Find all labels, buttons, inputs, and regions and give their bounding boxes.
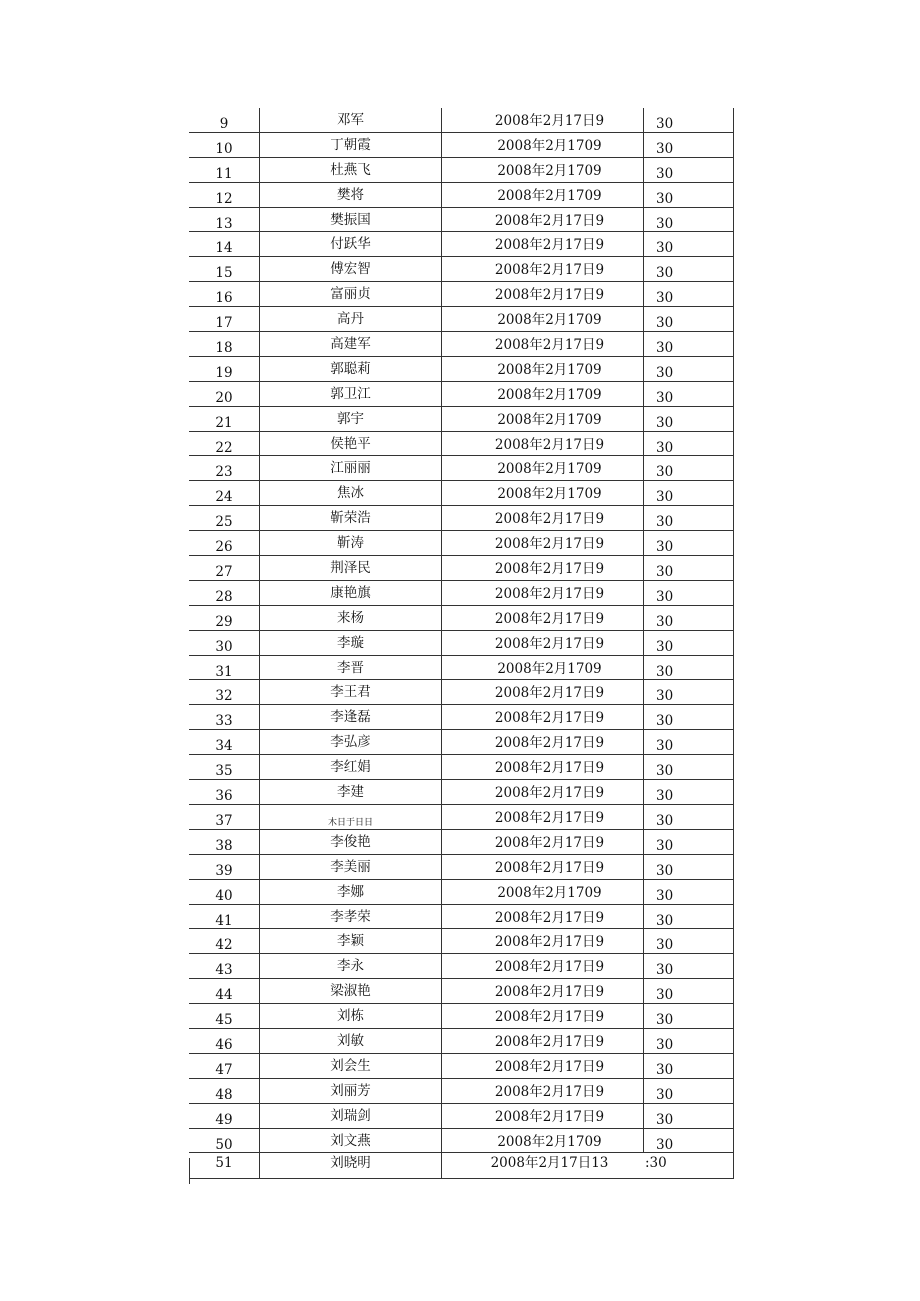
date-time: 2008年2月17日9 (441, 705, 643, 729)
row-number: 31 (215, 663, 233, 680)
row-number: 11 (215, 165, 233, 182)
person-name: 傅宏智 (259, 257, 441, 281)
right-border (733, 232, 734, 256)
value-cell: 30 (643, 730, 734, 754)
person-name: 侯艳平 (259, 432, 441, 456)
right-border (733, 158, 734, 182)
date-time: 2008年2月1709 (441, 382, 643, 406)
row-number: 10 (215, 140, 233, 157)
right-border (733, 183, 734, 207)
table-row (189, 133, 734, 158)
row-number: 12 (215, 190, 233, 207)
person-name: 刘栋 (259, 1004, 441, 1028)
right-border (733, 1029, 734, 1053)
table-row (189, 1104, 734, 1129)
table-row (189, 705, 734, 730)
value-cell: 30 (643, 332, 734, 356)
table-row (189, 357, 734, 382)
date-time: 2008年2月17日9 (441, 1079, 643, 1103)
table-row (189, 929, 734, 954)
table-row (189, 481, 734, 506)
date-time: 2008年2月17日9 (441, 432, 643, 456)
value-cell: 30 (643, 108, 734, 132)
right-border (733, 631, 734, 655)
person-name: 李弘彦 (259, 730, 441, 754)
table-row (189, 407, 734, 432)
person-name: 樊将 (259, 183, 441, 207)
right-border (733, 432, 734, 456)
date-time: 2008年2月17日9 (441, 282, 643, 306)
person-name: 靳涛 (259, 531, 441, 555)
date-time: 2008年2月1709 (441, 456, 643, 480)
person-name: 来杨 (259, 606, 441, 630)
right-border (733, 1004, 734, 1028)
value-cell: 30 (643, 1004, 734, 1028)
right-border (733, 1104, 734, 1128)
person-name: 刘敏 (259, 1029, 441, 1053)
row-number: 42 (215, 937, 233, 954)
table-row (189, 780, 734, 805)
value-cell: 30 (643, 357, 734, 381)
row-number: 34 (215, 738, 233, 755)
table-row (189, 556, 734, 581)
table-row (189, 979, 734, 1004)
value-cell: 30 (643, 1104, 734, 1128)
value-cell: 30 (643, 531, 734, 555)
person-name: 李逢磊 (259, 705, 441, 729)
date-time: 2008年2月17日9 (441, 232, 643, 256)
value-cell: 30 (643, 929, 734, 953)
person-name: 邓军 (259, 108, 441, 132)
right-border (733, 780, 734, 804)
table-row (189, 1029, 734, 1054)
table-row (189, 456, 734, 481)
value-cell: 30 (643, 556, 734, 580)
value-cell: 30 (643, 979, 734, 1003)
person-name: 李建 (259, 780, 441, 804)
date-time: 2008年2月17日9 (441, 531, 643, 555)
row-number: 25 (215, 514, 233, 531)
row-number: 35 (215, 763, 233, 780)
person-name: 李颖 (259, 929, 441, 953)
row-number: 28 (215, 588, 233, 605)
table-row (189, 382, 734, 407)
right-border (733, 456, 734, 480)
value-cell: 30 (643, 133, 734, 157)
value-cell: 30 (643, 606, 734, 630)
date-time: 2008年2月17日9 (441, 332, 643, 356)
right-border (733, 581, 734, 605)
row-number: 49 (215, 1111, 233, 1128)
row-number: 15 (215, 265, 233, 282)
table-row (189, 1079, 734, 1104)
value-cell: 30 (643, 855, 734, 879)
value-cell: 30 (643, 780, 734, 804)
table-row (189, 830, 734, 855)
attendance-table (189, 108, 734, 1179)
row-number: 48 (215, 1086, 233, 1103)
value-cell: 30 (643, 705, 734, 729)
right-border (733, 954, 734, 978)
value-cell: 30 (643, 432, 734, 456)
table-row (189, 257, 734, 282)
table-row (189, 282, 734, 307)
right-border (733, 1129, 734, 1153)
person-name: 付跃华 (259, 232, 441, 256)
right-border (733, 382, 734, 406)
value-cell: 30 (643, 307, 734, 331)
date-time: 2008年2月17日9 (441, 257, 643, 281)
table-left-border (189, 1158, 190, 1184)
value-cell: 30 (643, 805, 734, 829)
person-name: 高建军 (259, 332, 441, 356)
date-time: 2008年2月17日9 (441, 905, 643, 929)
right-border (733, 282, 734, 306)
table-body (189, 108, 734, 1179)
table-row (189, 606, 734, 631)
row-number: 21 (215, 414, 233, 431)
row-number: 9 (219, 116, 229, 132)
row-number: 30 (215, 638, 233, 655)
right-border (733, 680, 734, 704)
row-number: 33 (215, 713, 233, 730)
date-time: 2008年2月17日9 (441, 780, 643, 804)
row-number: 51 (215, 1155, 233, 1172)
table-row (189, 531, 734, 556)
right-border (733, 855, 734, 879)
person-name: 李永 (259, 954, 441, 978)
table-row (189, 581, 734, 606)
value-cell: 30 (643, 1079, 734, 1103)
row-number: 36 (215, 788, 233, 805)
right-border (733, 108, 734, 132)
person-name: 富丽贞 (259, 282, 441, 306)
table-row (189, 332, 734, 357)
person-name: 李红娟 (259, 755, 441, 779)
value-cell: 30 (643, 282, 734, 306)
row-number: 24 (215, 489, 233, 506)
right-border (733, 531, 734, 555)
value-cell: 30 (643, 208, 734, 232)
date-time: 2008年2月17日13 (441, 1153, 643, 1178)
right-border (733, 208, 734, 232)
table-row (189, 208, 734, 233)
date-time: 2008年2月17日9 (441, 755, 643, 779)
person-name: 刘丽芳 (259, 1079, 441, 1103)
table-row (189, 108, 734, 133)
person-name: 郭卫江 (259, 382, 441, 406)
row-number: 41 (215, 912, 233, 929)
row-number: 45 (215, 1012, 233, 1029)
row-number: 50 (215, 1136, 233, 1153)
person-name: 刘瑞剑 (259, 1104, 441, 1128)
right-border (733, 556, 734, 580)
row-number: 29 (215, 613, 233, 630)
value-cell: 30 (643, 755, 734, 779)
row-number: 22 (215, 439, 233, 456)
value-cell: 30 (643, 954, 734, 978)
person-name: 刘会生 (259, 1054, 441, 1078)
date-time: 2008年2月17日9 (441, 108, 643, 132)
right-border (733, 407, 734, 431)
date-time: 2008年2月1709 (441, 183, 643, 207)
person-name: 康艳旗 (259, 581, 441, 605)
value-cell: 30 (643, 631, 734, 655)
person-name: 樊振国 (259, 208, 441, 232)
date-time: 2008年2月1709 (441, 158, 643, 182)
value-cell: 30 (643, 830, 734, 854)
date-time: 2008年2月17日9 (441, 1104, 643, 1128)
value-cell: 30 (643, 481, 734, 505)
table-row (189, 680, 734, 705)
date-time: 2008年2月17日9 (441, 680, 643, 704)
table-row (189, 1129, 734, 1154)
row-number: 23 (215, 464, 233, 481)
row-number: 37 (215, 812, 233, 829)
value-cell: 30 (643, 257, 734, 281)
person-name: 李璇 (259, 631, 441, 655)
person-name: 木日于日日 (259, 805, 441, 829)
date-time: 2008年2月17日9 (441, 830, 643, 854)
date-time: 2008年2月1709 (441, 481, 643, 505)
right-border (733, 656, 734, 680)
row-number: 39 (215, 862, 233, 879)
right-border (733, 929, 734, 953)
table-row (189, 880, 734, 905)
row-number: 27 (215, 564, 233, 581)
row-number: 44 (215, 987, 233, 1004)
date-time: 2008年2月17日9 (441, 1004, 643, 1028)
date-time: 2008年2月17日9 (441, 979, 643, 1003)
table-row (189, 905, 734, 930)
value-cell: 30 (643, 183, 734, 207)
table-row (189, 232, 734, 257)
value-cell: 30 (643, 456, 734, 480)
value-cell: 30 (643, 407, 734, 431)
table-row (189, 1004, 734, 1029)
date-time: 2008年2月1709 (441, 407, 643, 431)
table-row (189, 158, 734, 183)
person-name: 梁淑艳 (259, 979, 441, 1003)
date-time: 2008年2月17日9 (441, 929, 643, 953)
date-time: 2008年2月1709 (441, 1129, 643, 1153)
person-name: 李王君 (259, 680, 441, 704)
row-number: 40 (215, 887, 233, 904)
person-name: 高丹 (259, 307, 441, 331)
value-cell: 30 (643, 232, 734, 256)
person-name: 丁朝霞 (259, 133, 441, 157)
table-row (189, 755, 734, 780)
person-name: 李俊艳 (259, 830, 441, 854)
date-time: 2008年2月17日9 (441, 730, 643, 754)
person-name: 杜燕飞 (259, 158, 441, 182)
row-number: 38 (215, 837, 233, 854)
right-border (733, 307, 734, 331)
value-cell: 30 (643, 581, 734, 605)
person-name: 郭宇 (259, 407, 441, 431)
date-time: 2008年2月17日9 (441, 1054, 643, 1078)
row-number: 46 (215, 1036, 233, 1053)
value-cell: 30 (643, 880, 734, 904)
row-number: 13 (215, 215, 233, 232)
right-border (733, 606, 734, 630)
date-time: 2008年2月17日9 (441, 855, 643, 879)
right-border (733, 830, 734, 854)
person-name: 李美丽 (259, 855, 441, 879)
date-time: 2008年2月1709 (441, 357, 643, 381)
date-time: 2008年2月17日9 (441, 506, 643, 530)
right-border (733, 1079, 734, 1103)
value-cell: :30 (645, 1155, 667, 1172)
person-name: 李晋 (259, 656, 441, 680)
right-border (733, 506, 734, 530)
right-border (733, 481, 734, 505)
value-cell: 30 (643, 1054, 734, 1078)
date-time: 2008年2月17日9 (441, 1029, 643, 1053)
value-cell: 30 (643, 680, 734, 704)
date-time: 2008年2月17日9 (441, 954, 643, 978)
table-row (189, 656, 734, 681)
table-row (189, 506, 734, 531)
person-name: 郭聪莉 (259, 357, 441, 381)
row-number: 26 (215, 539, 233, 556)
row-number: 18 (215, 340, 233, 357)
person-name: 李娜 (259, 880, 441, 904)
row-number: 17 (215, 315, 233, 332)
value-cell: 30 (643, 1029, 734, 1053)
row-number: 19 (215, 364, 233, 381)
table-row (189, 1054, 734, 1079)
row-number: 32 (215, 688, 233, 705)
table-row (189, 730, 734, 755)
table-row (189, 954, 734, 979)
right-border (733, 705, 734, 729)
row-number: 43 (215, 962, 233, 979)
value-cell: 30 (643, 382, 734, 406)
right-border (733, 805, 734, 829)
table-row (189, 432, 734, 457)
person-name: 靳荣浩 (259, 506, 441, 530)
person-name: 李孝荣 (259, 905, 441, 929)
date-time: 2008年2月17日9 (441, 606, 643, 630)
right-border (733, 257, 734, 281)
date-time: 2008年2月17日9 (441, 631, 643, 655)
right-border (733, 357, 734, 381)
person-name: 刘晓明 (259, 1153, 441, 1178)
date-time: 2008年2月17日9 (441, 581, 643, 605)
right-border (733, 133, 734, 157)
value-cell: 30 (643, 905, 734, 929)
right-border (733, 979, 734, 1003)
date-time: 2008年2月17日9 (441, 208, 643, 232)
person-name: 焦冰 (259, 481, 441, 505)
person-name: 荆泽民 (259, 556, 441, 580)
date-time: 2008年2月1709 (441, 656, 643, 680)
table-row (189, 307, 734, 332)
right-border (733, 1054, 734, 1078)
right-border (733, 332, 734, 356)
row-number: 14 (215, 240, 233, 257)
table-row (189, 855, 734, 880)
date-time: 2008年2月1709 (441, 133, 643, 157)
date-time: 2008年2月1709 (441, 307, 643, 331)
right-border (733, 880, 734, 904)
table-row (189, 1153, 734, 1179)
person-name: 刘文燕 (259, 1129, 441, 1153)
value-cell: 30 (643, 656, 734, 680)
table-row (189, 805, 734, 830)
table-row (189, 631, 734, 656)
right-border (733, 755, 734, 779)
row-number: 47 (215, 1061, 233, 1078)
person-name: 江丽丽 (259, 456, 441, 480)
right-border (733, 905, 734, 929)
date-time: 2008年2月17日9 (441, 805, 643, 829)
date-time: 2008年2月17日9 (441, 556, 643, 580)
value-cell: 30 (643, 506, 734, 530)
table-row (189, 183, 734, 208)
date-time: 2008年2月1709 (441, 880, 643, 904)
value-cell: 30 (643, 1129, 734, 1153)
row-number: 20 (215, 389, 233, 406)
right-border (733, 730, 734, 754)
value-cell: 30 (643, 158, 734, 182)
right-border (733, 1153, 734, 1178)
row-number: 16 (215, 290, 233, 307)
